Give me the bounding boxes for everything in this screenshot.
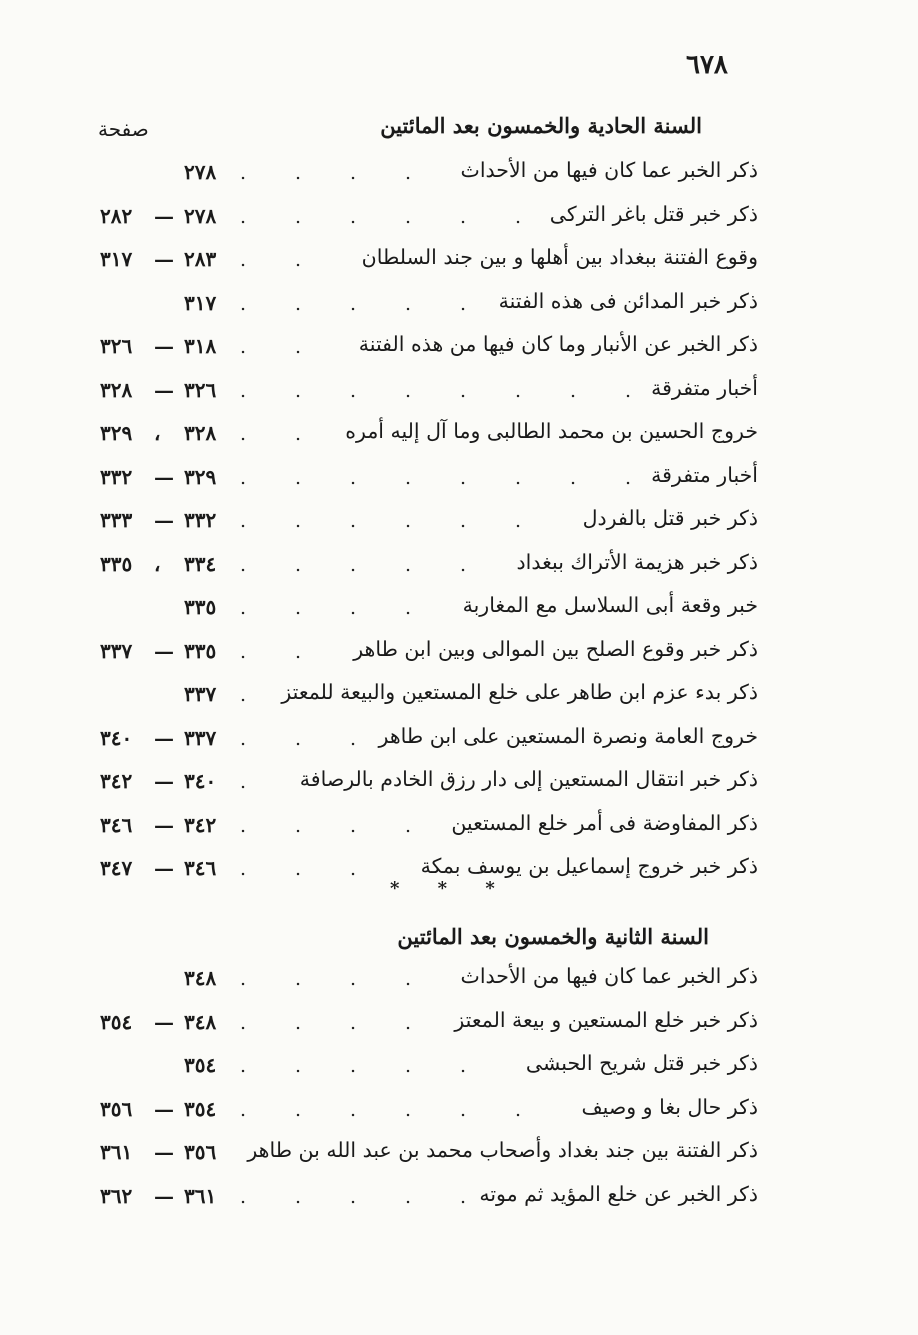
entry-title: ذكر بدء عزم ابن طاهر على خلع المستعين والبيعة للمعتز — [281, 680, 758, 704]
start-page: ٣٣٢ — [184, 508, 217, 532]
end-page: ٣٤٠ — [100, 725, 133, 750]
range-separator: ، — [154, 551, 161, 576]
toc-entry: ذكر خبر وقوع الصلح بين الموالى وبين ابن طاهر . . ٣٣٧ — ٣٣٥ — [100, 636, 758, 663]
start-page: ٣٣٧ — [184, 682, 217, 706]
start-page: ٣٥٤ — [184, 1053, 217, 1077]
toc-entry: ذكر الخبر عن خلع المؤيد ثم موته . . . . . ٣٦٢ — ٣٦١ — [100, 1181, 758, 1208]
start-page: ٣٥٤ — [184, 1096, 217, 1121]
start-page: ٣٤٢ — [184, 812, 217, 837]
range-separator: ، — [154, 421, 161, 445]
end-page: ٣٦١ — [100, 1140, 133, 1164]
toc-entry: خروج الحسين بن محمد الطالبى وما آل إليه أمره . . ٣٢٩ ، ٣٢٨ — [100, 419, 758, 445]
toc-entry: ذكر خبر قتل باغر التركى . . . . . . ٢٨٢ — ٢٧٨ — [100, 201, 758, 228]
toc-entry: ذكر الخبر عما كان فيها من الأحداث . . . . ٢٧٨ — [184, 158, 758, 184]
start-page: ٣٦١ — [184, 1183, 217, 1208]
end-page: ٣٢٩ — [100, 421, 133, 445]
entry-title: خروج العامة ونصرة المستعين على ابن طاهر — [378, 723, 758, 748]
end-page: ٣٢٨ — [100, 377, 133, 402]
end-page: ٢٨٢ — [100, 203, 133, 228]
start-page: ٣٤٠ — [184, 769, 217, 793]
entry-title: ذكر المفاوضة فى أمر خلع المستعين — [451, 810, 758, 835]
entry-title: ذكر الخبر عما كان فيها من الأحداث — [460, 158, 758, 182]
toc-entry: ذكر حال بغا و وصيف . . . . . . ٣٥٦ — ٣٥٤ — [100, 1094, 758, 1121]
entry-title: ذكر خبر قتل شريح الحبشى — [525, 1051, 758, 1075]
start-page: ٣٥٦ — [184, 1140, 217, 1164]
range-separator: — — [154, 638, 174, 663]
toc-entry: ذكر خبر انتقال المستعين إلى دار رزق الخادم بالرصافة . ٣٤٢ — ٣٤٠ — [100, 767, 758, 793]
toc-entry: خبر وقعة أبى السلاسل مع المغاربة . . . . ٣٣٥ — [184, 593, 758, 619]
range-separator: — — [154, 247, 174, 271]
toc-entry: ذكر خبر قتل شريح الحبشى . . . . . ٣٥٤ — [184, 1051, 758, 1077]
start-page: ٢٧٨ — [184, 160, 217, 184]
end-page: ٣٣٧ — [100, 638, 133, 663]
toc-list — [90, 154, 758, 894]
range-separator: — — [154, 812, 174, 837]
entry-title: ذكر الخبر عن خلع المؤيد ثم موته — [479, 1181, 758, 1206]
entry-title: أخبار متفرقة — [651, 375, 758, 400]
toc-entry: ذكر خبر المدائن فى هذه الفتنة . . . . . ٣١٧ — [184, 288, 758, 315]
entry-title: ذكر الخبر عن الأنبار وما كان فيها من هذه الفتنة — [358, 332, 758, 356]
toc-entry: أخبار متفرقة . . . . . . . . ٣٣٢ — ٣٢٩ — [100, 462, 758, 489]
toc-entry — [90, 1134, 758, 1178]
toc-entry: ذكر المفاوضة فى أمر خلع المستعين . . . . ٣٤٦ — ٣٤٢ — [100, 810, 758, 837]
entry-title: خروج الحسين بن محمد الطالبى وما آل إليه أمره — [345, 419, 758, 443]
range-separator: — — [154, 725, 174, 750]
start-page: ٣٢٩ — [184, 464, 217, 489]
range-separator: — — [154, 377, 174, 402]
start-page: ٣٢٨ — [184, 421, 217, 445]
toc-list — [90, 960, 758, 1221]
toc-entry: ذكر خبر خروج إسماعيل بن يوسف بمكة . . . ٣٤٧ — ٣٤٦ — [100, 854, 758, 880]
range-separator: — — [154, 856, 174, 880]
section-title: السنة الحادية والخمسون بعد المائتين — [380, 113, 702, 138]
end-page: ٣١٧ — [100, 247, 133, 271]
entry-title: ذكر حال بغا و وصيف — [581, 1094, 758, 1119]
section-separator: * * * — [390, 878, 511, 899]
entry-title: ذكر خبر خروج إسماعيل بن يوسف بمكة — [420, 854, 758, 878]
end-page: ٣٤٦ — [100, 812, 133, 837]
range-separator: — — [154, 203, 174, 228]
entry-title: وقوع الفتنة ببغداد بين أهلها و بين جند السلطان — [361, 245, 758, 269]
entry-title: ذكر خبر قتل باغر التركى — [549, 201, 758, 226]
start-page: ٣٣٥ — [184, 595, 217, 619]
entry-title: ذكر خبر خلع المستعين و بيعة المعتز — [454, 1007, 758, 1032]
end-page: ٣٤٧ — [100, 856, 133, 880]
toc-entry: خروج العامة ونصرة المستعين على ابن طاهر . . . ٣٤٠ — ٣٣٧ — [100, 723, 758, 750]
end-page: ٣٥٦ — [100, 1096, 133, 1121]
start-page: ٣٣٤ — [184, 551, 217, 576]
start-page: ٣٤٨ — [184, 1009, 217, 1034]
start-page: ٣٤٨ — [184, 966, 217, 990]
entry-title: أخبار متفرقة — [651, 462, 758, 487]
entry-title: خبر وقعة أبى السلاسل مع المغاربة — [462, 593, 758, 617]
toc-entry: ذكر الخبر عما كان فيها من الأحداث . . . . ٣٤٨ — [184, 964, 758, 990]
entry-title: ذكر خبر وقوع الصلح بين الموالى وبين ابن طاهر — [353, 636, 758, 661]
toc-entry: ذكر بدء عزم ابن طاهر على خلع المستعين والبيعة للمعتز . ٣٣٧ — [184, 680, 758, 706]
end-page: ٣٥٤ — [100, 1009, 133, 1034]
entry-title: ذكر خبر قتل بالفردل — [582, 506, 758, 530]
range-separator: — — [154, 1096, 174, 1121]
start-page: ٣٢٦ — [184, 377, 217, 402]
page-column-label: صفحة — [98, 117, 149, 141]
end-page: ٣٤٢ — [100, 769, 133, 793]
end-page: ٣٣٥ — [100, 551, 133, 576]
toc-entry: ذكر خبر هزيمة الأتراك ببغداد . . . . . ٣٣٥ ، ٣٣٤ — [100, 549, 758, 576]
start-page: ٣١٨ — [184, 334, 217, 358]
range-separator: — — [154, 1140, 174, 1164]
toc-entry: ذكر خبر خلع المستعين و بيعة المعتز . . . . ٣٥٤ — ٣٤٨ — [100, 1007, 758, 1034]
section-title: السنة الثانية والخمسون بعد المائتين — [397, 924, 709, 949]
toc-entry: أخبار متفرقة . . . . . . . . ٣٢٨ — ٣٢٦ — [100, 375, 758, 402]
start-page: ٣٤٦ — [184, 856, 217, 880]
start-page: ٣٣٥ — [184, 638, 217, 663]
page-number: ٦٧٨ — [686, 50, 728, 80]
toc-entry: ذكر الخبر عن الأنبار وما كان فيها من هذه الفتنة . . ٣٢٦ — ٣١٨ — [100, 332, 758, 358]
range-separator: — — [154, 508, 174, 532]
toc-entry: وقوع الفتنة ببغداد بين أهلها و بين جند السلطان . . ٣١٧ — ٢٨٣ — [100, 245, 758, 271]
entry-title: ذكر الفتنة بين جند بغداد وأصحاب محمد بن عبد الله بن طاهر — [247, 1138, 758, 1162]
entry-title: ذكر خبر انتقال المستعين إلى دار رزق الخادم بالرصافة — [299, 767, 758, 791]
start-page: ٣٣٧ — [184, 725, 217, 750]
end-page: ٣٦٢ — [100, 1183, 133, 1208]
range-separator: — — [154, 334, 174, 358]
range-separator: — — [154, 1183, 174, 1208]
range-separator: — — [154, 1009, 174, 1034]
entry-title: ذكر الخبر عما كان فيها من الأحداث — [460, 964, 758, 988]
toc-entry: ذكر خبر قتل بالفردل . . . . . . ٣٣٣ — ٣٣٢ — [100, 506, 758, 532]
end-page: ٣٣٢ — [100, 464, 133, 489]
entry-title: ذكر خبر هزيمة الأتراك ببغداد — [516, 549, 758, 574]
end-page: ٣٢٦ — [100, 334, 133, 358]
range-separator: — — [154, 464, 174, 489]
start-page: ٣١٧ — [184, 290, 217, 315]
start-page: ٢٧٨ — [184, 203, 217, 228]
range-separator: — — [154, 769, 174, 793]
entry-title: ذكر خبر المدائن فى هذه الفتنة — [498, 288, 758, 313]
end-page: ٣٣٣ — [100, 508, 133, 532]
start-page: ٢٨٣ — [184, 247, 217, 271]
